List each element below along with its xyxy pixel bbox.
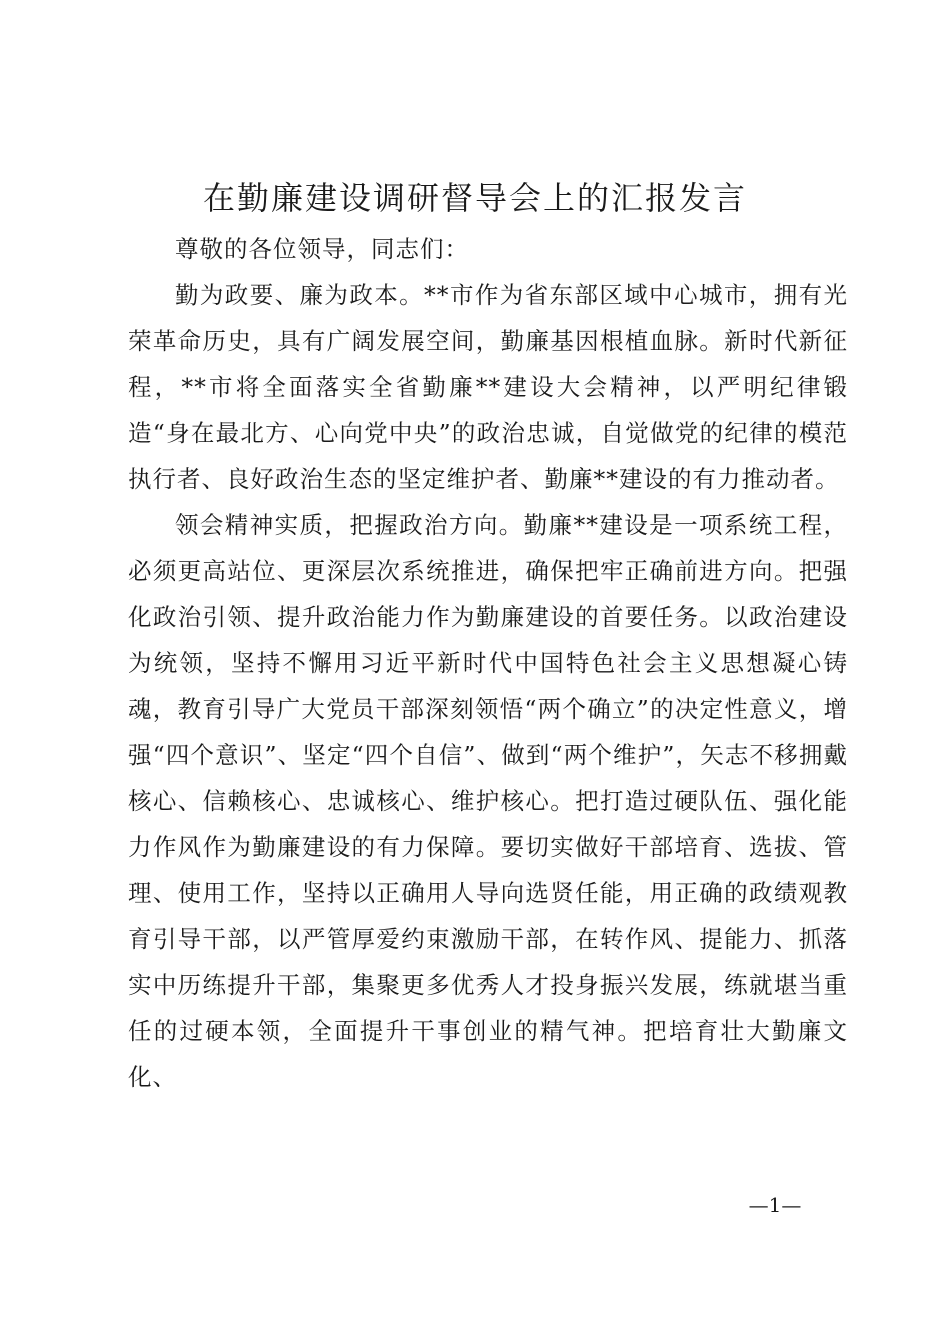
document-body: [128, 226, 848, 1100]
document-title: 在勤廉建设调研督导会上的汇报发言: [202, 179, 747, 217]
body-paragraph: 勤为政要、廉为政本。**市作为省东部区域中心城市，拥有光荣革命历史，具有广阔发展空间，勤廉基因根植血脉。新时代新征程，**市将全面落实全省勤廉**建设大会精神，以严明纪律锻造“身在最北方、心向党中央”的政治忠诚，自觉做党的纪律的模范执行者、良好政治生态的坚定维护者、勤廉**建设的有力推动者。: [128, 281, 848, 493]
body-paragraph: 领会精神实质，把握政治方向。勤廉**建设是一项系统工程，必须更高站位、更深层次系统推进，确保把牢正确前进方向。把强化政治引领、提升政治能力作为勤廉建设的首要任务。以政治建设为统领，坚持不懈用习近平新时代中国特色社会主义思想凝心铸魂，教育引导广大党员干部深刻领悟“两个确立”的决定性意义，增强“四个意识”、坚定“四个自信”、做到“两个维护”，矢志不移拥戴核心、信赖核心、忠诚核心、维护核心。把打造过硬队伍、强化能力作风作为勤廉建设的有力保障。要切实做好干部培育、选拔、管理、使用工作，坚持以正确用人导向选贤任能，用正确的政绩观教育引导干部，以严管厚爱约束激励干部，在转作风、提能力、抓落实中历练提升干部，集聚更多优秀人才投身振兴发展，练就堪当重任的过硬本领，全面提升干事创业的精气神。把培育壮大勤廉文化、: [128, 511, 848, 1091]
salutation-paragraph: 尊敬的各位领导，同志们：: [175, 235, 469, 263]
page-number: —1—: [748, 1193, 802, 1217]
